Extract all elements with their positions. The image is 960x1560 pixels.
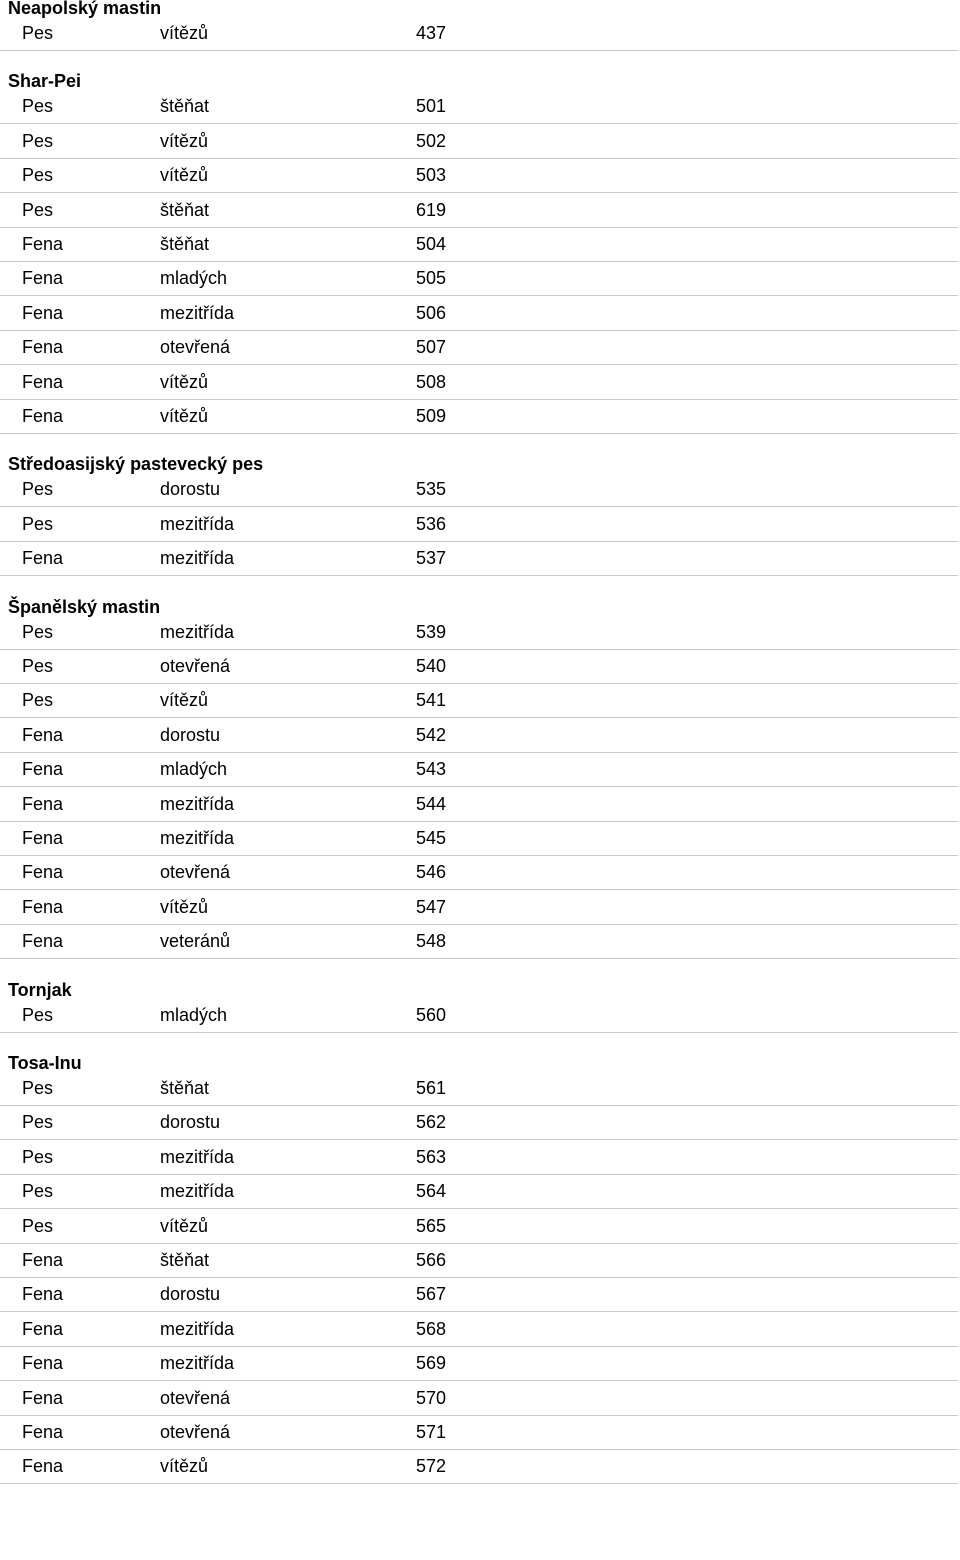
- entry-class: mezitřída: [160, 1353, 235, 1373]
- entry-number: 568: [415, 1319, 446, 1339]
- entry-sex: Fena: [22, 1422, 64, 1442]
- entry-sex: Pes: [22, 690, 54, 710]
- entry-sex: Fena: [22, 303, 64, 323]
- entry-row: [0, 1416, 958, 1450]
- entry-number: 537: [415, 548, 446, 568]
- entry-sex: Fena: [22, 1284, 64, 1304]
- entry-number: 505: [415, 268, 446, 288]
- entry-row: [0, 400, 958, 434]
- entry-class: štěňat: [160, 1250, 210, 1270]
- entry-row: [0, 856, 958, 890]
- entry-row: [0, 1450, 958, 1484]
- entry-class: vítězů: [160, 406, 209, 426]
- entry-class: veteránů: [160, 931, 231, 951]
- entry-row: [0, 822, 958, 856]
- entry-sex: Pes: [22, 1112, 54, 1132]
- entry-number: 564: [415, 1181, 446, 1201]
- entry-number: 504: [415, 234, 446, 254]
- entry-class: vítězů: [160, 372, 209, 392]
- entry-row: [0, 616, 958, 650]
- entry-number: 540: [415, 656, 446, 676]
- entry-class: vítězů: [160, 690, 209, 710]
- entry-number: 535: [415, 479, 446, 499]
- entry-row: [0, 17, 958, 51]
- entry-sex: Fena: [22, 931, 64, 951]
- entry-class: dorostu: [160, 725, 221, 745]
- entry-row: [0, 1072, 958, 1106]
- entry-class: mezitřída: [160, 622, 235, 642]
- entry-number: 437: [415, 23, 446, 43]
- entry-row: [0, 753, 958, 787]
- entry-row: [0, 788, 958, 822]
- entry-sex: Fena: [22, 548, 64, 568]
- entry-sex: Pes: [22, 479, 54, 499]
- entry-number: 506: [415, 303, 446, 323]
- entry-class: mezitřída: [160, 1319, 235, 1339]
- entry-row: [0, 542, 958, 576]
- entry-number: 572: [415, 1456, 446, 1476]
- entry-class: mezitřída: [160, 1147, 235, 1167]
- entry-row: [0, 194, 958, 228]
- entry-row: [0, 228, 958, 262]
- entry-class: otevřená: [160, 656, 231, 676]
- entry-number: 543: [415, 759, 446, 779]
- entry-class: štěňat: [160, 234, 210, 254]
- entry-class: otevřená: [160, 1422, 231, 1442]
- entry-class: mezitřída: [160, 828, 235, 848]
- entry-class: vítězů: [160, 131, 209, 151]
- entry-sex: Pes: [22, 656, 54, 676]
- entry-row: [0, 1141, 958, 1175]
- entry-row: [0, 331, 958, 365]
- entry-number: 502: [415, 131, 446, 151]
- entry-row: [0, 297, 958, 331]
- entry-class: vítězů: [160, 165, 209, 185]
- entry-class: dorostu: [160, 1284, 221, 1304]
- entry-number: 567: [415, 1284, 446, 1304]
- entry-sex: Pes: [22, 1078, 54, 1098]
- entry-row: [0, 262, 958, 296]
- entry-row: [0, 1278, 958, 1312]
- entry-row: [0, 999, 958, 1033]
- breed-heading: Španělský mastin: [8, 596, 161, 617]
- entry-class: vítězů: [160, 897, 209, 917]
- entry-class: otevřená: [160, 337, 231, 357]
- entry-class: mladých: [160, 1005, 228, 1025]
- entry-number: 539: [415, 622, 446, 642]
- entry-number: 563: [415, 1147, 446, 1167]
- entry-class: štěňat: [160, 96, 210, 116]
- entry-row: [0, 366, 958, 400]
- entry-class: mladých: [160, 759, 228, 779]
- entry-sex: Fena: [22, 268, 64, 288]
- entry-sex: Fena: [22, 406, 64, 426]
- entry-number: 565: [415, 1216, 446, 1236]
- entry-row: [0, 925, 958, 959]
- entry-number: 548: [415, 931, 446, 951]
- entry-number: 507: [415, 337, 446, 357]
- entry-class: mladých: [160, 268, 228, 288]
- entry-sex: Fena: [22, 897, 64, 917]
- breed-heading: Tornjak: [8, 979, 72, 1000]
- entry-number: 544: [415, 794, 446, 814]
- entry-sex: Fena: [22, 337, 64, 357]
- entry-number: 569: [415, 1353, 446, 1373]
- entry-sex: Fena: [22, 794, 64, 814]
- entry-number: 536: [415, 514, 446, 534]
- entry-row: [0, 719, 958, 753]
- entry-class: otevřená: [160, 862, 231, 882]
- entry-sex: Fena: [22, 372, 64, 392]
- entry-sex: Fena: [22, 1456, 64, 1476]
- entry-row: [0, 650, 958, 684]
- entry-class: mezitřída: [160, 303, 235, 323]
- entry-row: [0, 891, 958, 925]
- entry-class: vítězů: [160, 1456, 209, 1476]
- entry-number: 509: [415, 406, 446, 426]
- entry-row: [0, 125, 958, 159]
- entry-number: 501: [415, 96, 446, 116]
- entry-number: 503: [415, 165, 446, 185]
- entry-number: 566: [415, 1250, 446, 1270]
- entry-sex: Fena: [22, 725, 64, 745]
- entry-number: 571: [415, 1422, 446, 1442]
- entry-class: štěňat: [160, 200, 210, 220]
- entry-row: [0, 1347, 958, 1381]
- entry-class: mezitřída: [160, 794, 235, 814]
- entry-number: 542: [415, 725, 446, 745]
- entry-row: [0, 1313, 958, 1347]
- entry-sex: Pes: [22, 514, 54, 534]
- entry-sex: Fena: [22, 234, 64, 254]
- breed-heading: Tosa-Inu: [8, 1053, 82, 1073]
- entry-class: mezitřída: [160, 548, 235, 568]
- entry-sex: Pes: [22, 1181, 54, 1201]
- entry-sex: Pes: [22, 96, 54, 116]
- entry-number: 560: [415, 1005, 446, 1025]
- entry-sex: Fena: [22, 1388, 64, 1408]
- entry-row: [0, 1382, 958, 1416]
- entry-number: 561: [415, 1078, 446, 1098]
- entry-class: vítězů: [160, 23, 209, 43]
- entry-row: [0, 1106, 958, 1140]
- entry-sex: Fena: [22, 1353, 64, 1373]
- entry-number: 508: [415, 372, 446, 392]
- entry-number: 541: [415, 690, 446, 710]
- entry-number: 619: [415, 200, 446, 220]
- entry-row: [0, 1244, 958, 1278]
- entry-sex: Pes: [22, 165, 54, 185]
- breed-heading: Shar-Pei: [8, 71, 82, 92]
- entry-sex: Fena: [22, 828, 64, 848]
- entry-sex: Pes: [22, 1147, 54, 1167]
- entry-sex: Pes: [22, 1216, 54, 1236]
- entry-sex: Fena: [22, 759, 64, 779]
- entry-sex: Fena: [22, 1250, 64, 1270]
- entry-class: mezitřída: [160, 1181, 235, 1201]
- entry-number: 547: [415, 897, 446, 917]
- entry-number: 546: [415, 862, 446, 882]
- entry-sex: Pes: [22, 200, 54, 220]
- entry-row: [0, 1175, 958, 1209]
- entry-sex: Pes: [22, 1005, 54, 1025]
- entry-row: [0, 508, 958, 542]
- entry-row: [0, 159, 958, 193]
- entry-sex: Pes: [22, 131, 54, 151]
- entry-row: [0, 90, 958, 124]
- entry-class: otevřená: [160, 1388, 231, 1408]
- entry-row: [0, 1210, 958, 1244]
- breed-heading: Středoasijský pastevecký pes: [8, 454, 264, 475]
- entry-class: štěňat: [160, 1078, 210, 1098]
- entry-number: 562: [415, 1112, 446, 1132]
- entry-row: [0, 684, 958, 718]
- entry-sex: Pes: [22, 23, 54, 43]
- breed-heading: Neapolský mastin: [8, 0, 162, 18]
- entry-class: mezitřída: [160, 514, 235, 534]
- entry-sex: Fena: [22, 862, 64, 882]
- entry-sex: Pes: [22, 622, 54, 642]
- entry-number: 545: [415, 828, 446, 848]
- entry-row: [0, 473, 958, 507]
- entry-class: vítězů: [160, 1216, 209, 1236]
- entry-number: 570: [415, 1388, 446, 1408]
- entry-class: dorostu: [160, 1112, 221, 1132]
- entry-class: dorostu: [160, 479, 221, 499]
- entry-sex: Fena: [22, 1319, 64, 1339]
